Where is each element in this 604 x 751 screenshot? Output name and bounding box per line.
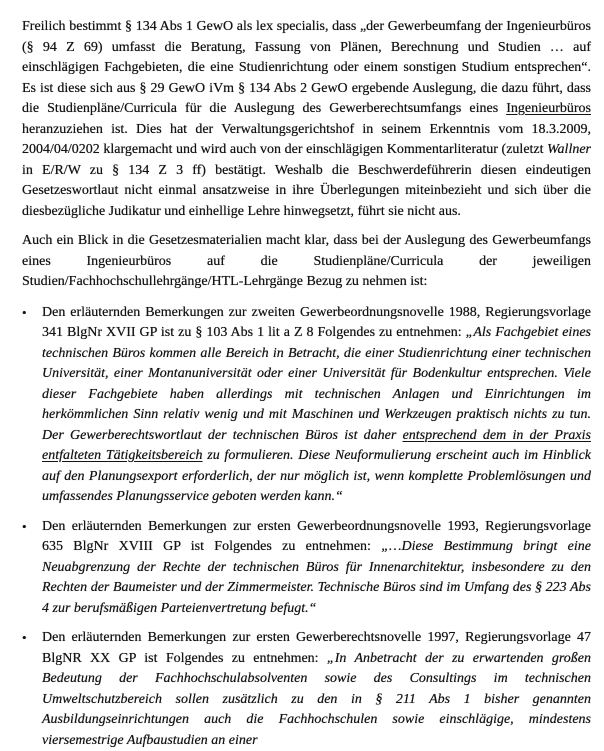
bullet-icon: •	[22, 518, 27, 534]
bullet-icon: •	[22, 304, 27, 320]
quoted-materials-text: zu formulieren. Diese Neuformulierung erscheint auch im Hinblick auf den Planungsexport erforderlich, der nur möglich ist, wenn komplette Problemlösungen und umfassendes Planungsservice geboten werden kann.“	[42, 448, 591, 504]
bullet-item-novelle-1997	[22, 628, 591, 751]
quoted-materials-text: „Als Fachgebiet eines technischen Büros kommen alle Bereich in Betracht, die einer Studienrichtung einer technischen Universität, einer Montanuniversität oder einer Universität für Bodenkultur entsprechen. Viele dieser Fachgebiete haben allerdings mit technischen Anlagen und Einrichtungen im herkömmlichen Sinn relativ wenig und mit Maschinen und Werkzeugen praktisch nichts zu tun. Der Gewerberechtswortlaut der technischen Büros ist daher	[42, 325, 591, 443]
paragraph-text: heranzuziehen ist. Dies hat der Verwaltungsgerichtshof in seinem Erkenntnis vom 18.3.2009, 2004/04/0202 klargemacht und wird auch von der einschlägigen Kommentarliteratur (zuletzt	[22, 121, 591, 157]
quoted-materials-text: „In Anbetracht der zu erwartenden großen Bedeutung der Fachhochschulabsolventen sowie des Consultings im technischen Umweltschutzbereich sollen zusätzlich zu den in § 211 Abs 1 bisher genannten Ausbildungseinrichtungen auch die Fachhochschulen sowie einschlägige, mindestens viersemestrige Aufbaustudien an einer	[42, 650, 592, 748]
paragraph-text: Auch ein Blick in die Gesetzesmaterialien macht klar, dass bei der Auslegung des Gewerbeumfangs eines Ingenieurbüros auf die Studienpläne/Curricula der jeweiligen Studien/Fachhochschullehrgänge/HTL-Lehrgänge Bezug zu nehmen ist:	[22, 233, 591, 289]
bullet-text-novelle-1997	[42, 628, 591, 751]
quoted-materials-text: „…Diese Bestimmung bringt eine Neuabgrenzung der Rechte der technischen Büros für Innenarchitektur, insbesondere zu den Rechten der Baumeister und der Zimmermeister. Technische Büros sind im Umfang des § 223 Abs 4 zur berufsmäßigen Parteienvertretung befugt.“	[42, 539, 592, 616]
paragraph-gesetzesmaterialien	[22, 231, 591, 293]
bullet-text-novelle-1988	[42, 303, 591, 508]
bullet-intro-text: Den erläuternden Bemerkungen zur ersten Gewerbeordnungsnovelle 1993, Regierungsvorlage 635 BlgNr XVIII GP ist Folgendes zu entnehmen:	[42, 518, 591, 554]
italic-author-name: Wallner	[547, 142, 591, 157]
bullet-intro-text: Den erläuternden Bemerkungen zur zweiten Gewerbeordnungsnovelle 1988, Regierungsvorlage 341 BlgNr XVII GP ist zu § 103 Abs 1 lit a Z 8 Folgendes zu entnehmen:	[42, 304, 591, 340]
paragraph-text: in E/R/W zu § 134 Z 3 ff) bestätigt. Weshalb die Beschwerdeführerin diesen eindeutigen Gesetzeswortlaut nicht einmal ansatzweise in ihre Überlegungen miteinbezieht und sich über die diesbezügliche Judikatur und einhellige Lehre hinwegsetzt, führt sie nicht aus.	[22, 162, 591, 219]
bullet-text-novelle-1993	[42, 517, 591, 620]
bullet-intro-text: Den erläuternden Bemerkungen zur ersten Gewerberechtsnovelle 1997, Regierungsvorlage 47 BlgNR XX GP ist Folgendes zu entnehmen:	[42, 630, 591, 666]
underlined-term-ingenieurbueros: Ingenieurbüros	[506, 101, 591, 116]
paragraph-lex-specialis	[22, 17, 591, 222]
bullet-icon: •	[22, 630, 27, 645]
paragraph-text: Freilich bestimmt § 134 Abs 1 GewO als lex specialis, dass „der Gewerbeumfang der Ingenieurbüros (§ 94 Z 69) umfasst die Beratung, Fassung von Plänen, Berechnung und Studien … auf einschlägigen Fachgebieten, die eine Studienrichtung oder einem sonstigen Studium entsprechen“. Es ist diese sich aus § 29 GewO iVm § 134 Abs 2 GewO ergebende Auslegung, die dazu führt, dass die Studienpläne/Curricula für die Auslegung des Gewerberechtsumfangs eines	[22, 19, 591, 116]
bullet-item-novelle-1993	[22, 517, 591, 620]
underlined-quote-phrase: entsprechend dem in der Praxis entfalteten Tätigkeitsbereich	[42, 427, 591, 463]
bullet-item-novelle-1988	[22, 303, 591, 508]
